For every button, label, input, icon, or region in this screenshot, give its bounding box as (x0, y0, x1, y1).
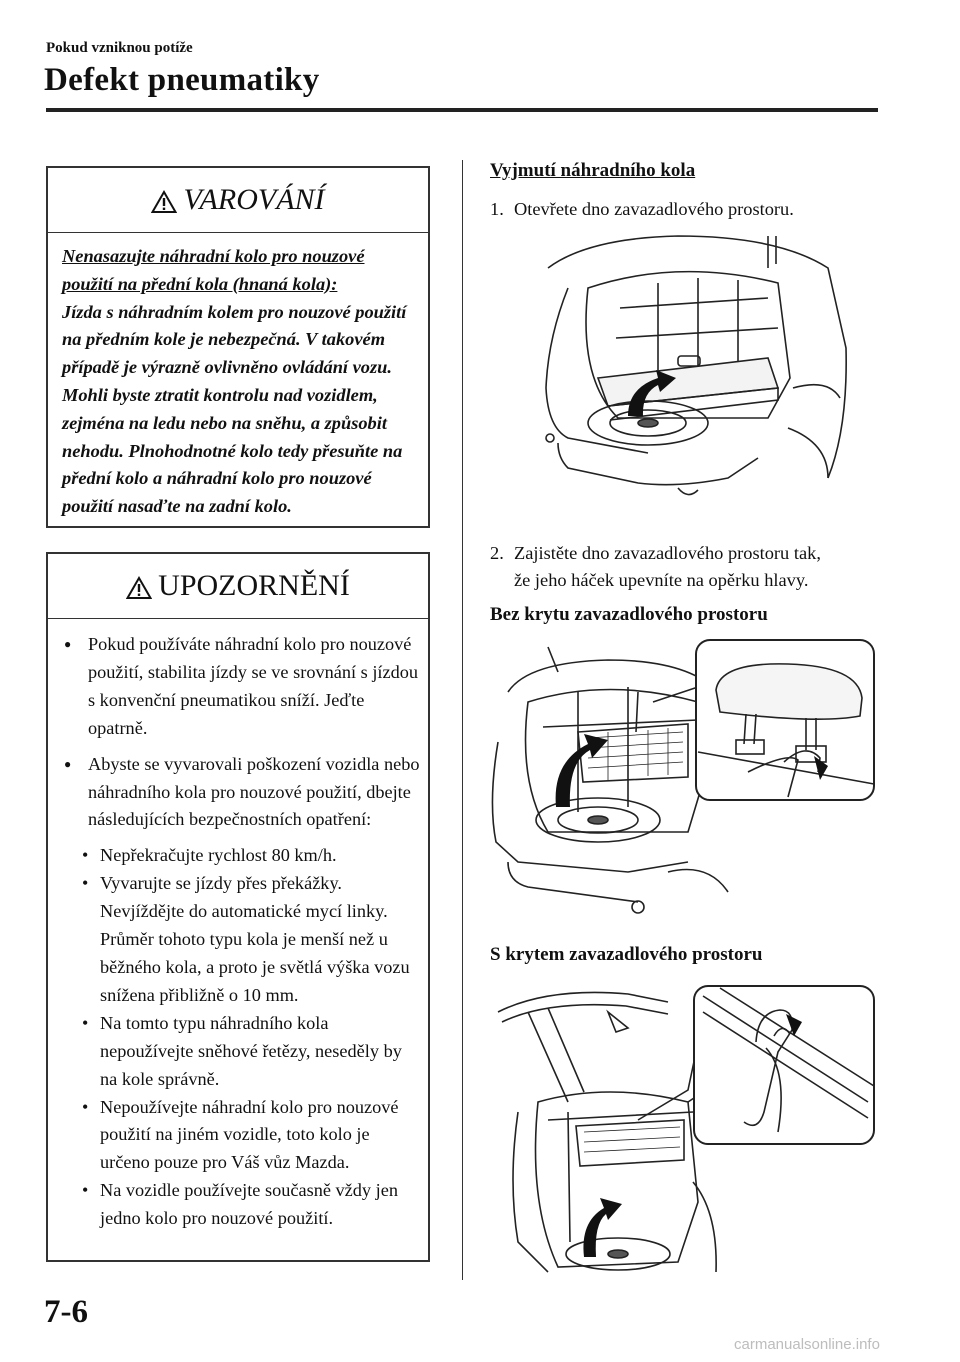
section-title: Vyjmutí náhradního kola (490, 160, 696, 181)
caution-triangle-icon (126, 576, 152, 600)
warning-text: Jízda s náhradním kolem pro nouzové použití na předním kole je nebezpečná. V takovém případě je výrazně ovlivněno ovládání vozu. Mohli byste ztratit kontrolu nad vozidlem, zejména na ledu nebo na sněhu, a způsobit nehodu. Plnohodnotné kolo tedy přesuňte na přední kolo a náhradní kolo pro nouzové použití nasaďte na zadní kolo. (62, 301, 407, 517)
caution-heading (48, 554, 428, 619)
breadcrumb: Pokud vzniknou potíže (46, 40, 193, 56)
subtitle-without-cover: Bez krytu zavazadlového prostoru (490, 604, 768, 625)
warning-triangle-icon (151, 190, 177, 214)
caution-body (48, 619, 428, 1247)
page-number: 7-6 (44, 1294, 88, 1330)
title-rule (46, 108, 878, 112)
watermark: carmanualsonline.info (734, 1336, 880, 1353)
warning-heading (48, 168, 428, 233)
illustration-open-trunk-floor (528, 228, 854, 508)
caution-heading-text: UPOZORNĚNÍ (158, 569, 350, 602)
step-text-continued: že jeho háček upevníte na opěrku hlavy. (514, 570, 809, 590)
page-title: Defekt pneumatiky (44, 62, 320, 98)
caution-subitem: • Na tomto typu náhradního kola nepoužívejte sněhové řetězy, neseděly by na kole správně. (62, 1010, 420, 1094)
caution-item: ● Pokud používáte náhradní kolo pro nouzové použití, stabilita jízdy se ve srovnání s jízdou s konvenční pneumatikou sníží. Jeďte opatrně. (62, 631, 420, 743)
caution-subitem: • Nepoužívejte náhradní kolo pro nouzové použití na jiném vozidle, toto kolo je určeno pouze pro Váš vůz Mazda. (62, 1094, 420, 1178)
warning-body (48, 233, 428, 533)
step-2 (490, 540, 880, 594)
caution-item: ● Abyste se vyvarovali poškození vozidla nebo náhradního kola pro nouzové použití, dbejte následujících bezpečnostních opatření: (62, 751, 420, 835)
illustration-without-cover (488, 632, 878, 932)
column-divider (462, 160, 463, 1280)
step-text: Otevřete dno zavazadlového prostoru. (514, 199, 794, 219)
subtitle-with-cover: S krytem zavazadlového prostoru (490, 944, 763, 965)
warning-box (46, 166, 430, 528)
step-1 (490, 196, 880, 223)
warning-heading-text: VAROVÁNÍ (183, 183, 325, 216)
caution-subitem: • Nepřekračujte rychlost 80 km/h. (62, 842, 420, 870)
step-text: Zajistěte dno zavazadlového prostoru tak, (514, 543, 821, 563)
caution-subitem: • Vyvarujte se jízdy přes překážky. Nevjíždějte do automatické mycí linky. Průměr tohoto typu kola je menší než u běžného kola, a proto je světlá výška vozu snížena přibližně o 10 mm. (62, 870, 420, 1010)
step-number: 1. (490, 199, 504, 219)
caution-sublist (62, 842, 420, 1233)
illustration-with-cover (488, 982, 878, 1277)
warning-lead: Nenasazujte náhradní kolo pro nouzové použití na přední kola (hnaná kola): (62, 246, 365, 294)
caution-subitem: • Na vozidle používejte současně vždy jen jedno kolo pro nouzové použití. (62, 1177, 420, 1233)
step-number: 2. (490, 543, 504, 563)
caution-box (46, 552, 430, 1262)
